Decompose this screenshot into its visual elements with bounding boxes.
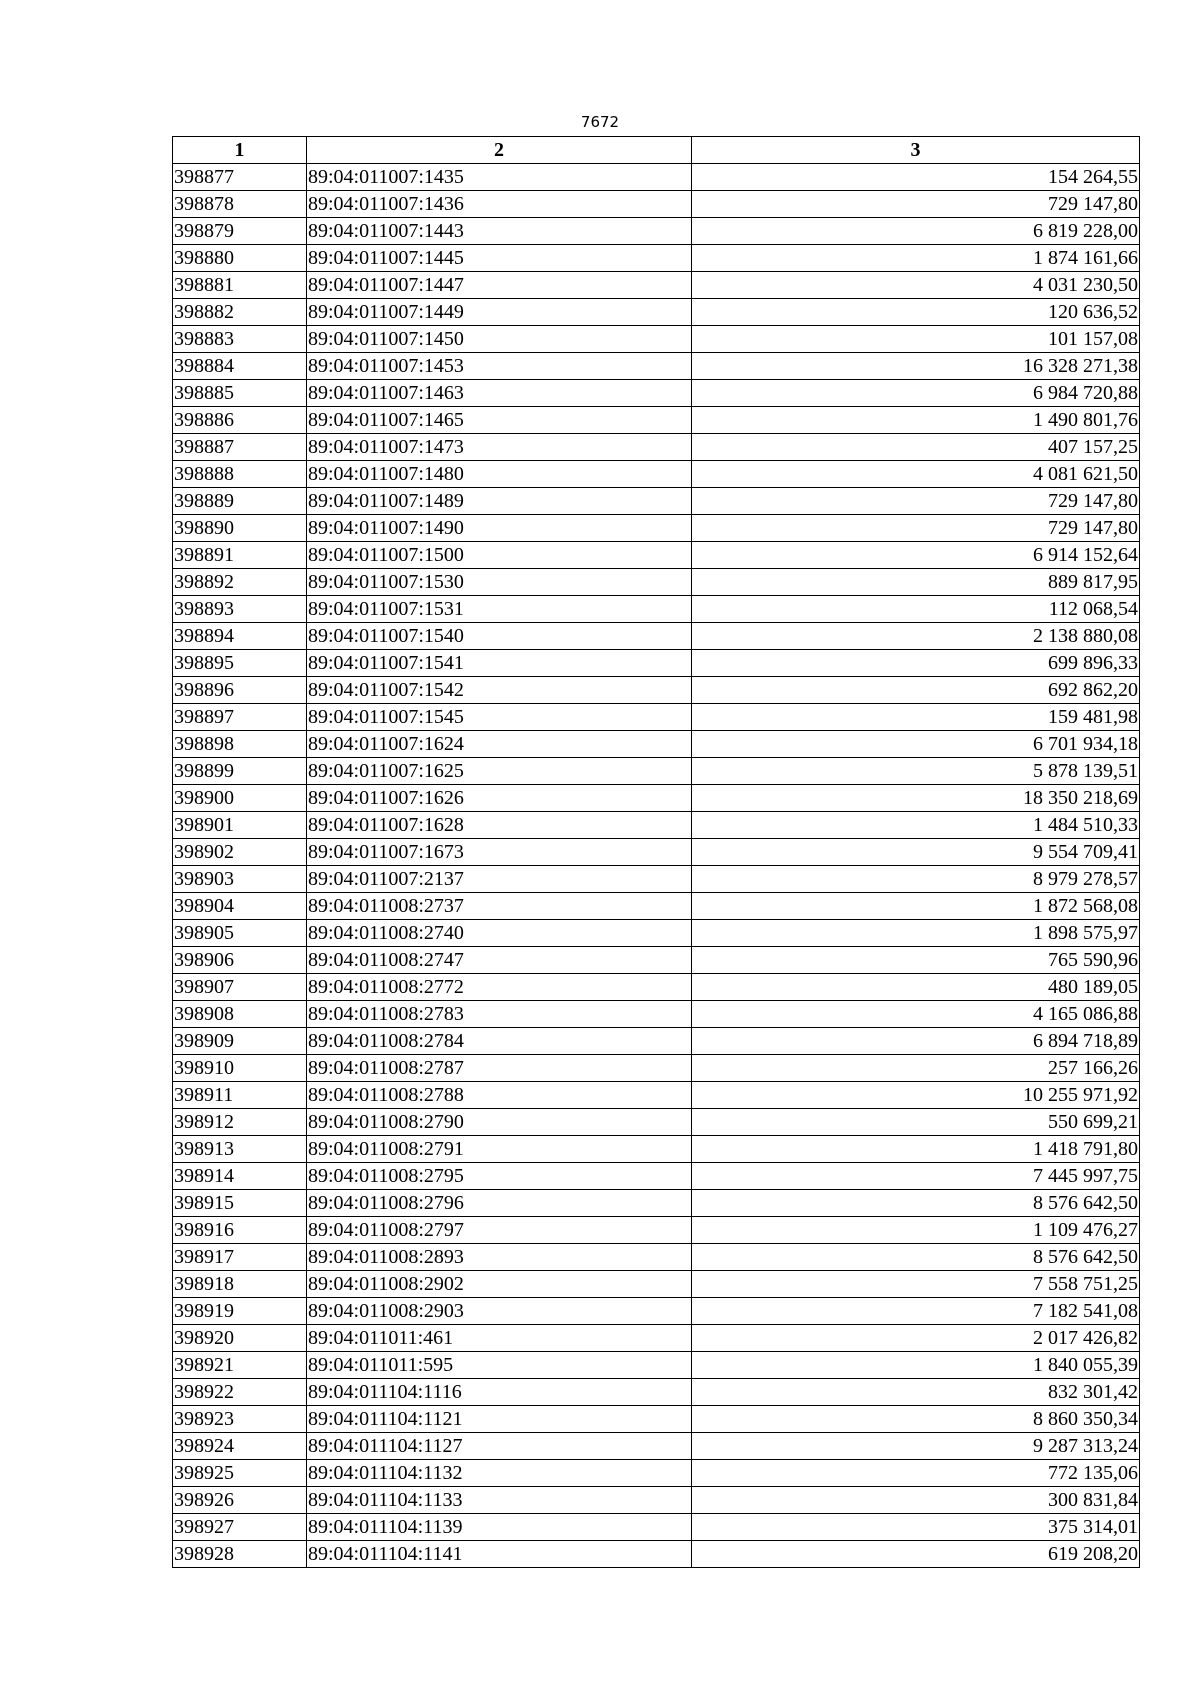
- column-header-1: 1: [173, 137, 307, 164]
- cadastral-value-cell: 7 182 541,08: [692, 1298, 1140, 1325]
- cadastral-value-cell: 6 894 718,89: [692, 1028, 1140, 1055]
- table-row: [173, 164, 1140, 191]
- cadastral-number-cell: 89:04:011008:2783: [307, 1001, 692, 1028]
- table-row: [173, 1190, 1140, 1217]
- page-number: 7672: [580, 113, 620, 131]
- table-row: [173, 1406, 1140, 1433]
- cadastral-value-cell: 120 636,52: [692, 299, 1140, 326]
- cadastral-value-cell: 832 301,42: [692, 1379, 1140, 1406]
- cadastral-value-cell: 6 984 720,88: [692, 380, 1140, 407]
- cadastral-value-cell: 1 840 055,39: [692, 1352, 1140, 1379]
- row-number-cell: 398911: [173, 1082, 307, 1109]
- cadastral-number-cell: 89:04:011007:1531: [307, 596, 692, 623]
- table-row: [173, 839, 1140, 866]
- row-number-cell: 398885: [173, 380, 307, 407]
- table-row: [173, 218, 1140, 245]
- table-row: [173, 974, 1140, 1001]
- cadastral-value-cell: 1 872 568,08: [692, 893, 1140, 920]
- cadastral-value-cell: 6 914 152,64: [692, 542, 1140, 569]
- row-number-cell: 398904: [173, 893, 307, 920]
- cadastral-value-cell: 8 860 350,34: [692, 1406, 1140, 1433]
- cadastral-number-cell: 89:04:011008:2787: [307, 1055, 692, 1082]
- table-row: [173, 1487, 1140, 1514]
- table-row: [173, 1433, 1140, 1460]
- row-number-cell: 398884: [173, 353, 307, 380]
- row-number-cell: 398918: [173, 1271, 307, 1298]
- row-number-cell: 398919: [173, 1298, 307, 1325]
- row-number-cell: 398883: [173, 326, 307, 353]
- cadastral-value-cell: 729 147,80: [692, 515, 1140, 542]
- row-number-cell: 398912: [173, 1109, 307, 1136]
- cadastral-number-cell: 89:04:011007:1490: [307, 515, 692, 542]
- cadastral-value-cell: 16 328 271,38: [692, 353, 1140, 380]
- cadastral-number-cell: 89:04:011104:1132: [307, 1460, 692, 1487]
- cadastral-number-cell: 89:04:011007:1540: [307, 623, 692, 650]
- cadastral-value-cell: 1 109 476,27: [692, 1217, 1140, 1244]
- row-number-cell: 398890: [173, 515, 307, 542]
- cadastral-value-cell: 257 166,26: [692, 1055, 1140, 1082]
- cadastral-value-cell: 300 831,84: [692, 1487, 1140, 1514]
- table-row: [173, 407, 1140, 434]
- row-number-cell: 398920: [173, 1325, 307, 1352]
- row-number-cell: 398910: [173, 1055, 307, 1082]
- cadastral-number-cell: 89:04:011008:2740: [307, 920, 692, 947]
- table-row: [173, 785, 1140, 812]
- cadastral-number-cell: 89:04:011007:1626: [307, 785, 692, 812]
- table-row: [173, 1541, 1140, 1568]
- cadastral-number-cell: 89:04:011007:1473: [307, 434, 692, 461]
- cadastral-value-cell: 1 898 575,97: [692, 920, 1140, 947]
- row-number-cell: 398916: [173, 1217, 307, 1244]
- cadastral-number-cell: 89:04:011007:1489: [307, 488, 692, 515]
- cadastral-value-cell: 112 068,54: [692, 596, 1140, 623]
- cadastral-value-cell: 765 590,96: [692, 947, 1140, 974]
- table-row: [173, 731, 1140, 758]
- row-number-cell: 398909: [173, 1028, 307, 1055]
- row-number-cell: 398908: [173, 1001, 307, 1028]
- row-number-cell: 398887: [173, 434, 307, 461]
- cadastral-number-cell: 89:04:011007:1541: [307, 650, 692, 677]
- cadastral-number-cell: 89:04:011007:1447: [307, 272, 692, 299]
- row-number-cell: 398907: [173, 974, 307, 1001]
- cadastral-value-cell: 5 878 139,51: [692, 758, 1140, 785]
- row-number-cell: 398881: [173, 272, 307, 299]
- row-number-cell: 398877: [173, 164, 307, 191]
- cadastral-number-cell: 89:04:011007:1465: [307, 407, 692, 434]
- cadastral-value-cell: 4 081 621,50: [692, 461, 1140, 488]
- cadastral-value-cell: 159 481,98: [692, 704, 1140, 731]
- row-number-cell: 398917: [173, 1244, 307, 1271]
- cadastral-number-cell: 89:04:011104:1139: [307, 1514, 692, 1541]
- cadastral-number-cell: 89:04:011007:1450: [307, 326, 692, 353]
- table-body: [173, 164, 1140, 1568]
- cadastral-number-cell: 89:04:011008:2893: [307, 1244, 692, 1271]
- row-number-cell: 398927: [173, 1514, 307, 1541]
- table-row: [173, 1460, 1140, 1487]
- table-row: [173, 893, 1140, 920]
- cadastral-value-cell: 407 157,25: [692, 434, 1140, 461]
- cadastral-number-cell: 89:04:011104:1133: [307, 1487, 692, 1514]
- table-row: [173, 596, 1140, 623]
- cadastral-number-cell: 89:04:011007:1449: [307, 299, 692, 326]
- cadastral-value-cell: 4 031 230,50: [692, 272, 1140, 299]
- cadastral-number-cell: 89:04:011104:1121: [307, 1406, 692, 1433]
- table-row: [173, 1325, 1140, 1352]
- table-row: [173, 1217, 1140, 1244]
- table-row: [173, 1352, 1140, 1379]
- cadastral-number-cell: 89:04:011007:1443: [307, 218, 692, 245]
- cadastral-value-cell: 550 699,21: [692, 1109, 1140, 1136]
- cadastral-value-cell: 1 484 510,33: [692, 812, 1140, 839]
- column-header-3: 3: [692, 137, 1140, 164]
- table-row: [173, 434, 1140, 461]
- table-row: [173, 272, 1140, 299]
- cadastral-number-cell: 89:04:011007:1542: [307, 677, 692, 704]
- row-number-cell: 398925: [173, 1460, 307, 1487]
- table-row: [173, 191, 1140, 218]
- cadastral-value-cell: 699 896,33: [692, 650, 1140, 677]
- row-number-cell: 398880: [173, 245, 307, 272]
- table-row: [173, 1163, 1140, 1190]
- table-row: [173, 245, 1140, 272]
- row-number-cell: 398915: [173, 1190, 307, 1217]
- table-row: [173, 1271, 1140, 1298]
- cadastral-number-cell: 89:04:011008:2788: [307, 1082, 692, 1109]
- table-row: [173, 542, 1140, 569]
- row-number-cell: 398900: [173, 785, 307, 812]
- cadastral-value-cell: 729 147,80: [692, 191, 1140, 218]
- cadastral-number-cell: 89:04:011008:2903: [307, 1298, 692, 1325]
- row-number-cell: 398902: [173, 839, 307, 866]
- cadastral-number-cell: 89:04:011007:1453: [307, 353, 692, 380]
- row-number-cell: 398878: [173, 191, 307, 218]
- table-row: [173, 488, 1140, 515]
- row-number-cell: 398924: [173, 1433, 307, 1460]
- table-row: [173, 866, 1140, 893]
- row-number-cell: 398894: [173, 623, 307, 650]
- table-row: [173, 1379, 1140, 1406]
- cadastral-value-cell: 101 157,08: [692, 326, 1140, 353]
- cadastral-value-cell: 154 264,55: [692, 164, 1140, 191]
- row-number-cell: 398903: [173, 866, 307, 893]
- cadastral-value-cell: 375 314,01: [692, 1514, 1140, 1541]
- cadastral-value-cell: 1 418 791,80: [692, 1136, 1140, 1163]
- cadastral-number-cell: 89:04:011008:2795: [307, 1163, 692, 1190]
- cadastral-value-cell: 9 554 709,41: [692, 839, 1140, 866]
- table-row: [173, 1244, 1140, 1271]
- row-number-cell: 398921: [173, 1352, 307, 1379]
- cadastral-value-cell: 729 147,80: [692, 488, 1140, 515]
- row-number-cell: 398897: [173, 704, 307, 731]
- cadastral-number-cell: 89:04:011008:2902: [307, 1271, 692, 1298]
- row-number-cell: 398889: [173, 488, 307, 515]
- table-row: [173, 677, 1140, 704]
- table-row: [173, 569, 1140, 596]
- table-row: [173, 920, 1140, 947]
- table-header-row: [173, 137, 1140, 164]
- row-number-cell: 398886: [173, 407, 307, 434]
- table-row: [173, 515, 1140, 542]
- table-row: [173, 650, 1140, 677]
- table-row: [173, 704, 1140, 731]
- cadastral-value-cell: 18 350 218,69: [692, 785, 1140, 812]
- cadastral-number-cell: 89:04:011007:1625: [307, 758, 692, 785]
- row-number-cell: 398913: [173, 1136, 307, 1163]
- cadastral-value-cell: 1 490 801,76: [692, 407, 1140, 434]
- cadastral-number-cell: 89:04:011008:2737: [307, 893, 692, 920]
- table-row: [173, 812, 1140, 839]
- table-row: [173, 1082, 1140, 1109]
- cadastral-number-cell: 89:04:011007:1435: [307, 164, 692, 191]
- row-number-cell: 398905: [173, 920, 307, 947]
- table-row: [173, 299, 1140, 326]
- cadastral-value-cell: 2 017 426,82: [692, 1325, 1140, 1352]
- cadastral-number-cell: 89:04:011008:2747: [307, 947, 692, 974]
- cadastral-value-cell: 692 862,20: [692, 677, 1140, 704]
- cadastral-number-cell: 89:04:011008:2796: [307, 1190, 692, 1217]
- row-number-cell: 398892: [173, 569, 307, 596]
- row-number-cell: 398928: [173, 1541, 307, 1568]
- row-number-cell: 398922: [173, 1379, 307, 1406]
- row-number-cell: 398896: [173, 677, 307, 704]
- cadastral-number-cell: 89:04:011007:1463: [307, 380, 692, 407]
- cadastral-number-cell: 89:04:011104:1141: [307, 1541, 692, 1568]
- cadastral-number-cell: 89:04:011008:2772: [307, 974, 692, 1001]
- table-row: [173, 1028, 1140, 1055]
- cadastral-number-cell: 89:04:011011:461: [307, 1325, 692, 1352]
- row-number-cell: 398898: [173, 731, 307, 758]
- table-row: [173, 623, 1140, 650]
- row-number-cell: 398914: [173, 1163, 307, 1190]
- cadastral-value-cell: 7 445 997,75: [692, 1163, 1140, 1190]
- table-row: [173, 380, 1140, 407]
- cadastral-number-cell: 89:04:011007:1673: [307, 839, 692, 866]
- cadastral-value-cell: 6 819 228,00: [692, 218, 1140, 245]
- row-number-cell: 398879: [173, 218, 307, 245]
- cadastral-value-cell: 619 208,20: [692, 1541, 1140, 1568]
- cadastral-number-cell: 89:04:011007:1545: [307, 704, 692, 731]
- table-row: [173, 1001, 1140, 1028]
- cadastral-value-table: [172, 136, 1140, 1568]
- row-number-cell: 398882: [173, 299, 307, 326]
- table-row: [173, 1109, 1140, 1136]
- table-row: [173, 758, 1140, 785]
- row-number-cell: 398893: [173, 596, 307, 623]
- cadastral-value-cell: 8 576 642,50: [692, 1190, 1140, 1217]
- row-number-cell: 398895: [173, 650, 307, 677]
- row-number-cell: 398923: [173, 1406, 307, 1433]
- column-header-2: 2: [307, 137, 692, 164]
- table-row: [173, 947, 1140, 974]
- cadastral-value-cell: 889 817,95: [692, 569, 1140, 596]
- cadastral-number-cell: 89:04:011007:1445: [307, 245, 692, 272]
- cadastral-number-cell: 89:04:011008:2790: [307, 1109, 692, 1136]
- cadastral-number-cell: 89:04:011007:1480: [307, 461, 692, 488]
- table-row: [173, 1055, 1140, 1082]
- cadastral-number-cell: 89:04:011104:1116: [307, 1379, 692, 1406]
- row-number-cell: 398899: [173, 758, 307, 785]
- cadastral-value-cell: 6 701 934,18: [692, 731, 1140, 758]
- cadastral-number-cell: 89:04:011007:1628: [307, 812, 692, 839]
- cadastral-number-cell: 89:04:011008:2784: [307, 1028, 692, 1055]
- cadastral-number-cell: 89:04:011008:2791: [307, 1136, 692, 1163]
- cadastral-value-cell: 7 558 751,25: [692, 1271, 1140, 1298]
- cadastral-value-cell: 1 874 161,66: [692, 245, 1140, 272]
- cadastral-number-cell: 89:04:011008:2797: [307, 1217, 692, 1244]
- row-number-cell: 398926: [173, 1487, 307, 1514]
- cadastral-value-cell: 480 189,05: [692, 974, 1140, 1001]
- cadastral-number-cell: 89:04:011007:2137: [307, 866, 692, 893]
- cadastral-number-cell: 89:04:011011:595: [307, 1352, 692, 1379]
- table-row: [173, 326, 1140, 353]
- cadastral-value-cell: 9 287 313,24: [692, 1433, 1140, 1460]
- cadastral-number-cell: 89:04:011007:1624: [307, 731, 692, 758]
- cadastral-number-cell: 89:04:011007:1530: [307, 569, 692, 596]
- row-number-cell: 398901: [173, 812, 307, 839]
- table-row: [173, 461, 1140, 488]
- cadastral-value-cell: 4 165 086,88: [692, 1001, 1140, 1028]
- table-row: [173, 1298, 1140, 1325]
- cadastral-value-cell: 10 255 971,92: [692, 1082, 1140, 1109]
- row-number-cell: 398891: [173, 542, 307, 569]
- row-number-cell: 398888: [173, 461, 307, 488]
- cadastral-value-cell: 8 576 642,50: [692, 1244, 1140, 1271]
- cadastral-value-cell: 772 135,06: [692, 1460, 1140, 1487]
- table-row: [173, 353, 1140, 380]
- cadastral-number-cell: 89:04:011007:1436: [307, 191, 692, 218]
- cadastral-value-cell: 8 979 278,57: [692, 866, 1140, 893]
- cadastral-number-cell: 89:04:011007:1500: [307, 542, 692, 569]
- row-number-cell: 398906: [173, 947, 307, 974]
- cadastral-value-cell: 2 138 880,08: [692, 623, 1140, 650]
- cadastral-number-cell: 89:04:011104:1127: [307, 1433, 692, 1460]
- table-row: [173, 1136, 1140, 1163]
- table-row: [173, 1514, 1140, 1541]
